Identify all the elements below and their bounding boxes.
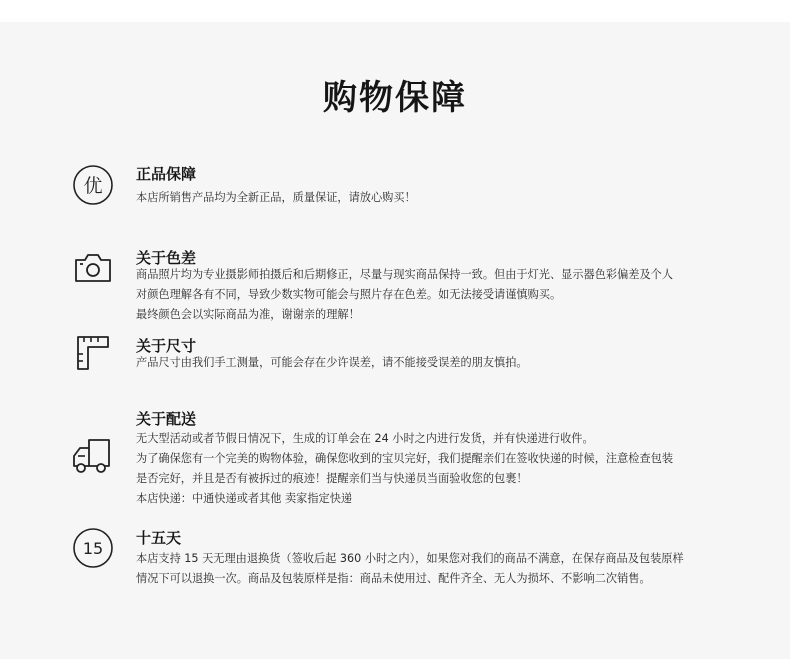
section-line: 商品照片均为专业摄影师拍摄后和后期修正，尽量与现实商品保持一致。但由于灯光、显示器色彩偏差及个人 (136, 268, 674, 281)
delivery-truck-icon (70, 433, 116, 479)
authentic-badge-icon (70, 162, 116, 208)
section-heading: 关于色差 (136, 249, 197, 267)
section-body (136, 549, 736, 589)
section-line: 为了确保您有一个完美的购物体验，确保您收到的宝贝完好，我们提醒亲们在签收快递的时候，注意检查包装 (136, 452, 674, 465)
section-heading: 正品保障 (136, 165, 197, 183)
camera-icon (70, 244, 116, 290)
fifteen-days-icon-text: 15 (82, 539, 104, 558)
authentic-badge-icon-text: 优 (83, 175, 103, 197)
page-title: 购物保障 (323, 78, 467, 118)
fifteen-days-icon (70, 525, 116, 571)
section-line: 本店支持 15 天无理由退换货（签收后起 360 小时之内），如果您对我们的商品不满意，在保存商品及包装原样 (136, 552, 684, 565)
section-heading: 关于配送 (136, 410, 197, 428)
section-line: 本店快递：中通快递或者其他 卖家指定快递 (136, 492, 353, 505)
section-body (136, 429, 736, 509)
section-body (136, 188, 736, 208)
section-body (136, 265, 736, 325)
section-line: 最终颜色会以实际商品为准，谢谢亲的理解！ (136, 308, 360, 321)
ruler-icon (70, 330, 116, 376)
section-body (136, 353, 736, 373)
section-heading: 十五天 (136, 529, 182, 547)
section-line: 是否完好，并且是否有被拆过的痕迹！提醒亲们当与快递员当面验收您的包裹！ (136, 472, 528, 485)
section-line: 产品尺寸由我们手工测量，可能会存在少许误差，请不能接受误差的朋友慎拍。 (136, 356, 528, 369)
section-line: 本店所销售产品均为全新正品，质量保证，请放心购买！ (136, 191, 416, 204)
section-line: 无大型活动或者节假日情况下，生成的订单会在 24 小时之内进行发货，并有快递进行收件。 (136, 432, 594, 445)
section-heading: 关于尺寸 (136, 337, 197, 355)
section-line: 情况下可以退换一次。商品及包装原样是指：商品未使用过、配件齐全、无人为损坏、不影响二次销售。 (136, 572, 651, 585)
section-line: 对颜色理解各有不同，导致少数实物可能会与照片存在色差。如无法接受请谨慎购买。 (136, 288, 562, 301)
